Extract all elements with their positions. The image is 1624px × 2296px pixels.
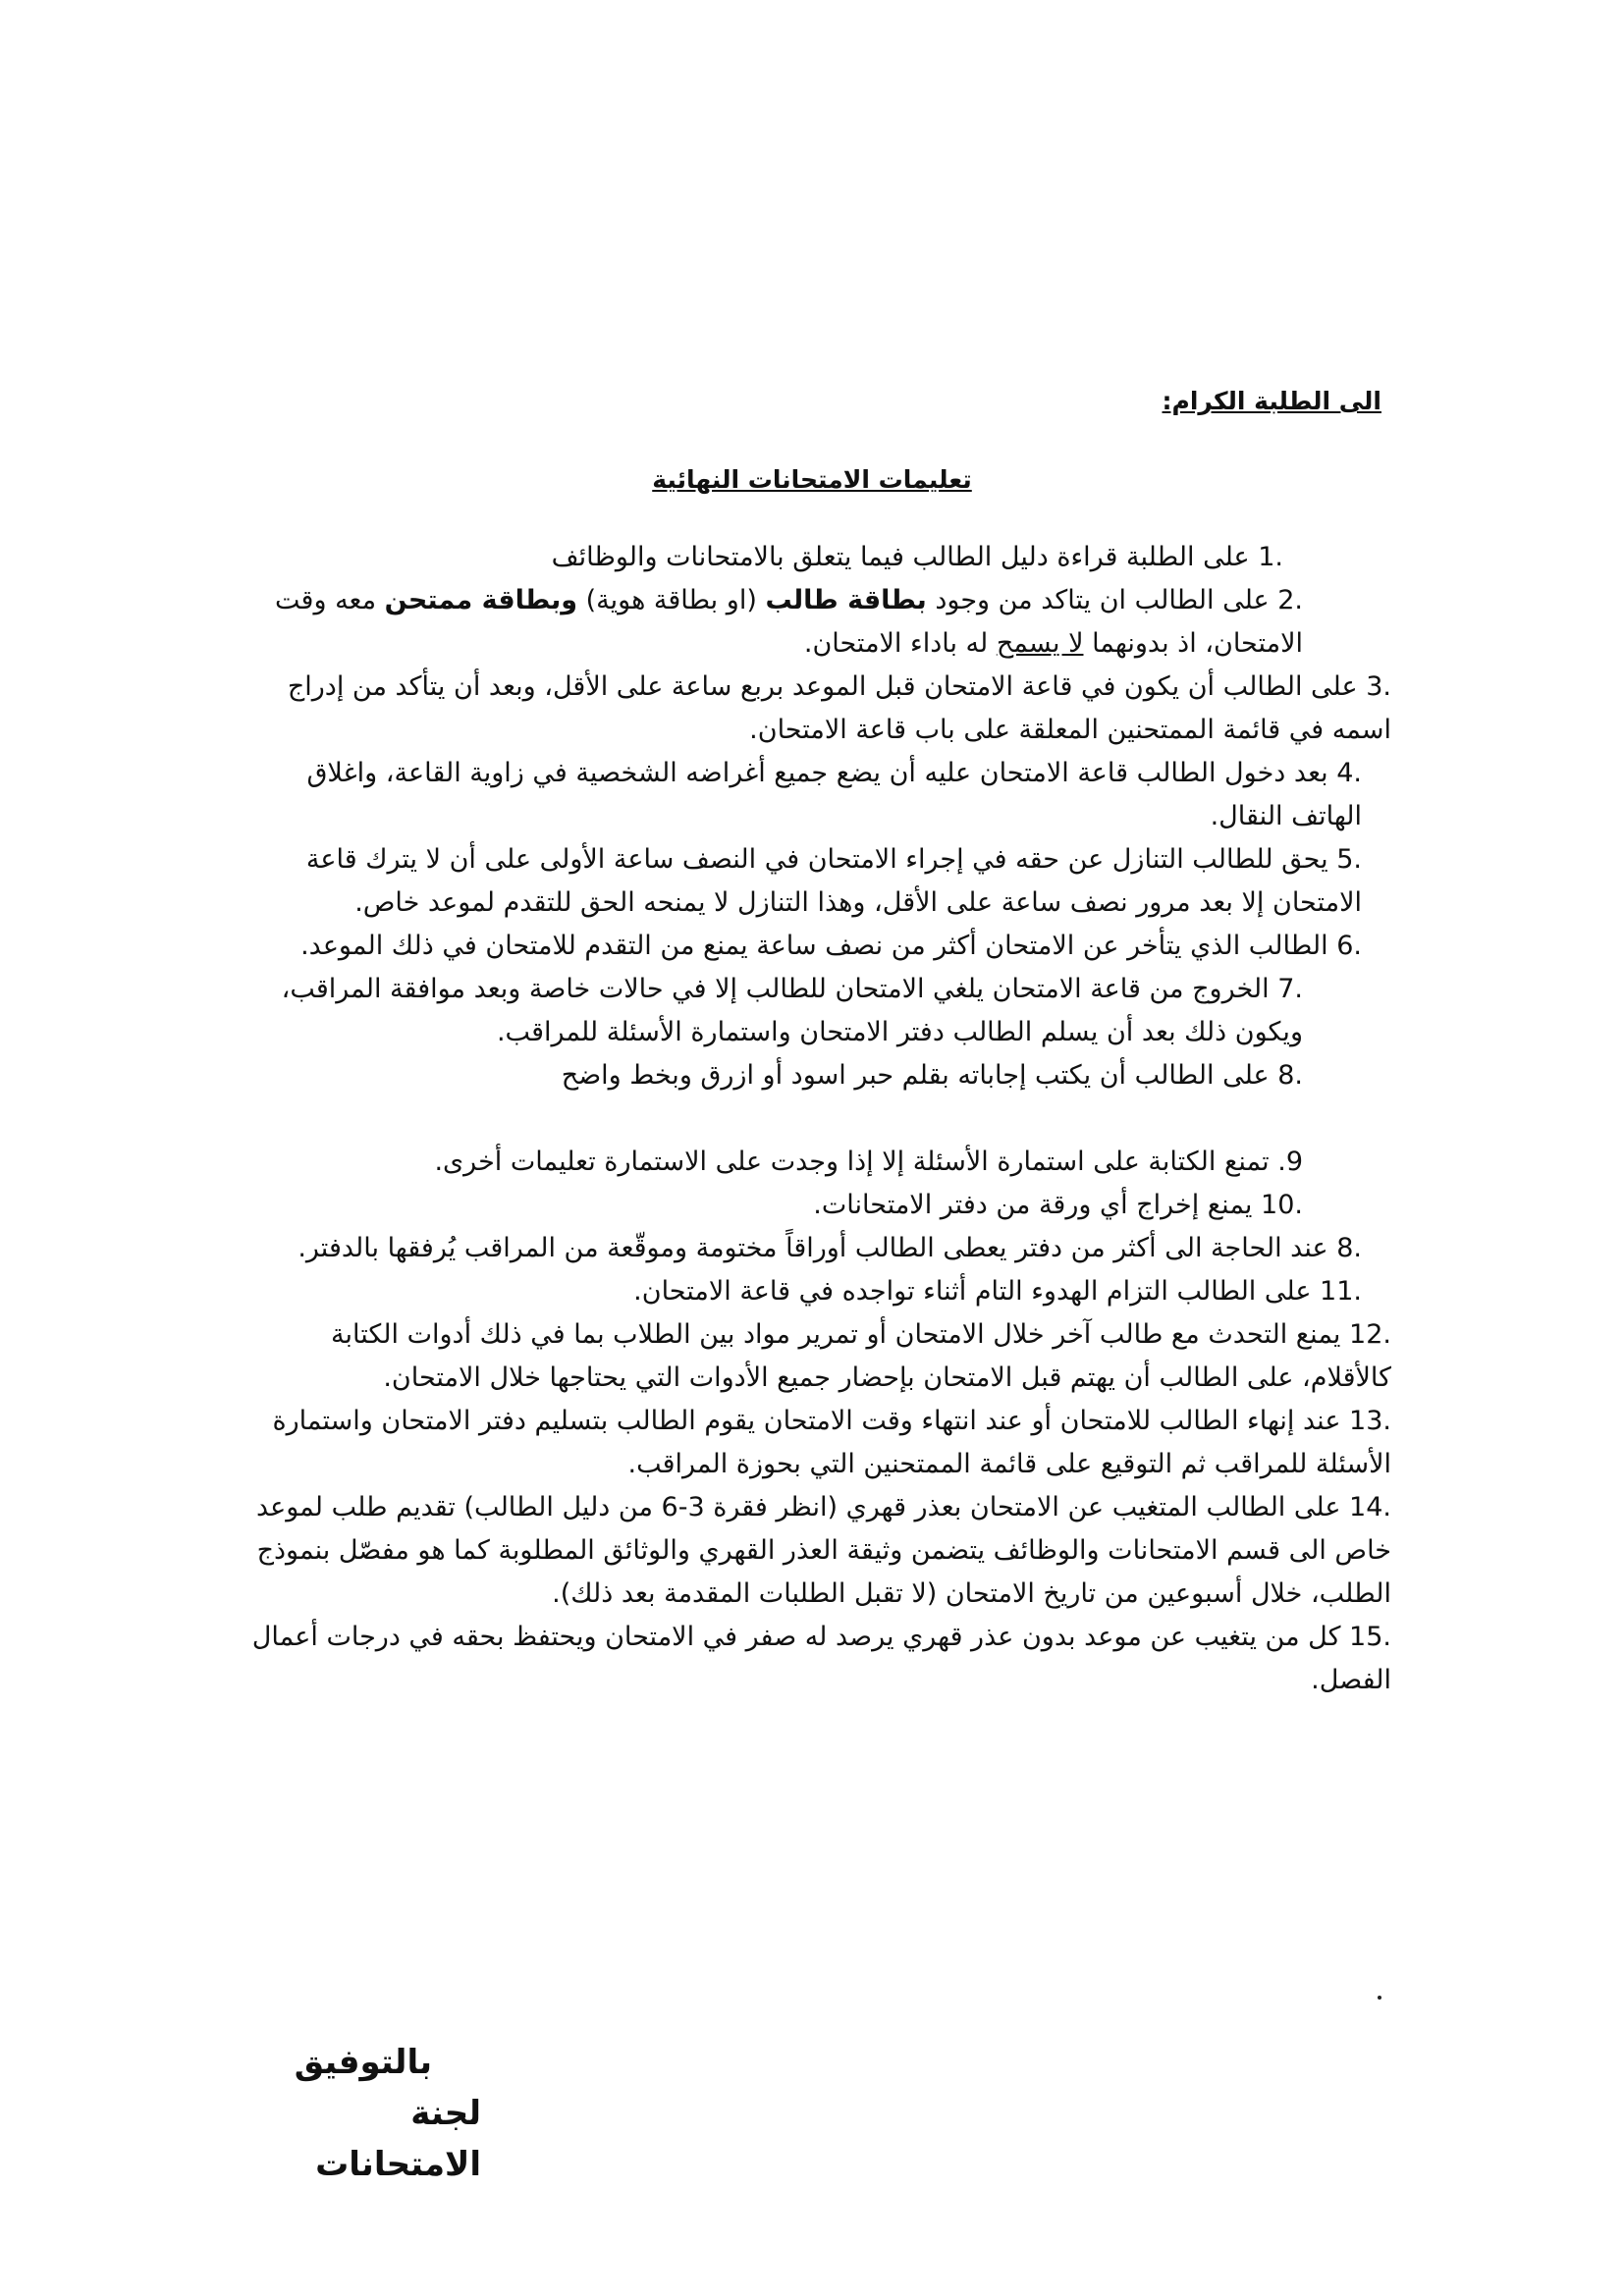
item-text: على الطالب التزام الهدوء التام أثناء تواجده في قاعة الامتحان. bbox=[633, 1276, 1312, 1307]
closing-signature bbox=[245, 2037, 481, 2190]
paragraph-spacer bbox=[243, 1097, 1391, 1141]
item-text: عند إنهاء الطالب للامتحان أو عند انتهاء وقت الامتحان يقوم الطالب بتسليم دفتر الامتحان واستمارة الأسئلة للمراقب ثم التوقيع على قائمة الممتحنين التي بحوزة المراقب. bbox=[272, 1406, 1391, 1479]
item-number: .15 bbox=[1349, 1622, 1391, 1652]
item-text: على الطالب أن يكون في قاعة الامتحان قبل الموعد بربع ساعة على الأقل، وبعد أن يتأكد من إدراج اسمه في قائمة الممتحنين المعلقة على باب قاعة الامتحان. bbox=[287, 671, 1391, 745]
instruction-item-13 bbox=[243, 1400, 1391, 1486]
item-text: تمنع الكتابة على استمارة الأسئلة إلا إذا وجدت على الاستمارة تعليمات أخرى. bbox=[434, 1147, 1270, 1177]
instruction-item-9 bbox=[243, 1141, 1391, 1184]
instruction-item-2 bbox=[243, 579, 1391, 666]
item-text: يمنع إخراج أي ورقة من دفتر الامتحانات. bbox=[813, 1190, 1253, 1220]
instruction-item-12 bbox=[243, 1313, 1391, 1400]
examinee-card-text: وبطاقة ممتحن bbox=[384, 585, 578, 615]
instructions-list bbox=[243, 536, 1391, 1702]
item-text: الخروج من قاعة الامتحان يلغي الامتحان للطالب إلا في حالات خاصة وبعد موافقة المراقب، ويكون ذلك بعد أن يسلم الطالب دفتر الامتحان واستمارة الأسئلة للمراقب. bbox=[281, 974, 1303, 1047]
item-text: على الطالب أن يكتب إجاباته بقلم حبر اسود أو ازرق وبخط واضح bbox=[561, 1060, 1270, 1091]
item-text: على الطلبة قراءة دليل الطالب فيما يتعلق بالامتحانات والوظائف bbox=[551, 542, 1250, 572]
item-text: بعد دخول الطالب قاعة الامتحان عليه أن يضع جميع أغراضه الشخصية في زاوية القاعة، واغلاق الهاتف النقال. bbox=[306, 758, 1362, 831]
instruction-item-4 bbox=[243, 752, 1391, 838]
instruction-item-8b bbox=[243, 1227, 1391, 1270]
instruction-item-3 bbox=[243, 666, 1391, 752]
instruction-item-10 bbox=[243, 1184, 1391, 1227]
salutation: الى الطلبة الكرام: bbox=[1162, 387, 1381, 415]
item-number: .2 bbox=[1277, 585, 1303, 615]
not-allowed-text: لا يسمح bbox=[996, 628, 1084, 659]
item-number: .3 bbox=[1366, 671, 1391, 702]
item-number: .10 bbox=[1261, 1190, 1303, 1220]
item-number: .8 bbox=[1336, 1233, 1362, 1263]
item-number: .1 bbox=[1258, 542, 1283, 572]
closing-wishes: بالتوفيق bbox=[294, 2043, 432, 2082]
item-text: كل من يتغيب عن موعد بدون عذر قهري يرصد له صفر في الامتحان ويحتفظ بحقه في درجات أعمال الفصل. bbox=[251, 1622, 1391, 1695]
item-number: .14 bbox=[1349, 1492, 1391, 1522]
stray-dot bbox=[1378, 1996, 1381, 2000]
item-text: الطالب الذي يتأخر عن الامتحان أكثر من نصف ساعة يمنع من التقدم للامتحان في ذلك الموعد. bbox=[300, 931, 1328, 961]
instruction-item-1 bbox=[243, 536, 1391, 579]
instruction-item-5 bbox=[243, 838, 1391, 925]
item-number: .5 bbox=[1336, 844, 1362, 875]
item-number: .8 bbox=[1277, 1060, 1303, 1091]
item-number: .13 bbox=[1349, 1406, 1391, 1436]
document-title: تعليمات الامتحانات النهائية bbox=[652, 465, 972, 494]
instruction-item-14 bbox=[243, 1486, 1391, 1616]
student-card-text: بطاقة طالب bbox=[765, 585, 927, 615]
item-text: يحق للطالب التنازل عن حقه في إجراء الامتحان في النصف ساعة الأولى على أن لا يترك قاعة الامتحان إلا بعد مرور نصف ساعة على الأقل، وهذا التنازل لا يمنحه الحق للتقدم لموعد خاص. bbox=[305, 844, 1362, 918]
item-number: .7 bbox=[1277, 974, 1303, 1004]
item-number: 9. bbox=[1277, 1147, 1303, 1177]
instruction-item-15 bbox=[243, 1616, 1391, 1702]
item-text: (او بطاقة هوية) bbox=[577, 585, 766, 615]
item-text: على الطالب المتغيب عن الامتحان بعذر قهري (انظر فقرة 3-6 من دليل الطالب) تقديم طلب لموعد خاص الى قسم الامتحانات والوظائف يتضمن وثيقة العذر القهري والوثائق المطلوبة كما هو مفصّل بنموذج الطلب، خلال أسبوعين من تاريخ الامتحان (لا تقبل الطلبات المقدمة بعد ذلك). bbox=[255, 1492, 1391, 1609]
instruction-item-11 bbox=[243, 1270, 1391, 1313]
item-number: .12 bbox=[1349, 1319, 1391, 1350]
item-text: معه وقت الامتحان، اذ بدونهما bbox=[275, 585, 1303, 659]
item-number: .6 bbox=[1336, 931, 1362, 961]
instruction-item-8 bbox=[243, 1054, 1391, 1097]
item-number: .11 bbox=[1320, 1276, 1362, 1307]
item-text: له باداء الامتحان. bbox=[803, 628, 997, 659]
instruction-item-6 bbox=[243, 925, 1391, 968]
instruction-item-7 bbox=[243, 968, 1391, 1054]
closing-committee: لجنة الامتحانات bbox=[315, 2094, 481, 2184]
item-number: .4 bbox=[1336, 758, 1362, 788]
item-text: عند الحاجة الى أكثر من دفتر يعطى الطالب أوراقاً مختومة وموقّعة من المراقب يُرفقها بالدفتر. bbox=[298, 1233, 1328, 1263]
item-text: يمنع التحدث مع طالب آخر خلال الامتحان أو تمرير مواد بين الطلاب بما في ذلك أدوات الكتابة كالأقلام، على الطالب أن يهتم قبل الامتحان بإحضار جميع الأدوات التي يحتاجها خلال الامتحان. bbox=[331, 1319, 1391, 1393]
item-text: على الطالب ان يتاكد من وجود bbox=[926, 585, 1270, 615]
